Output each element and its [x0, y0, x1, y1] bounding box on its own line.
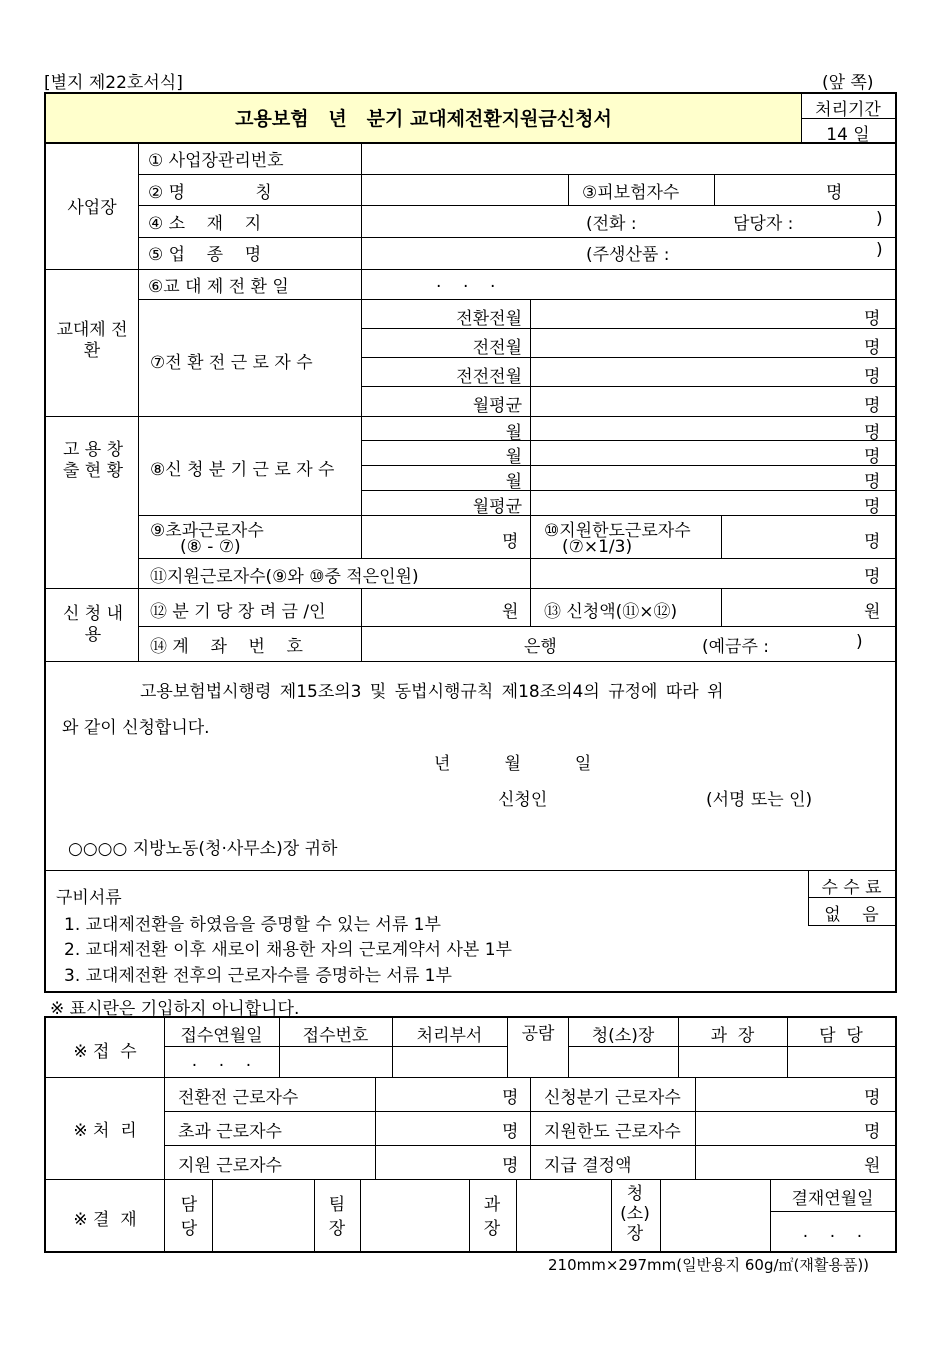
- amount-label: ⑬ 신청액(⑪×⑫): [544, 602, 678, 622]
- processing-period-label: 처리기간: [815, 100, 881, 120]
- approval-date: . . .: [802, 1222, 863, 1242]
- statement-line-2: 와 같이 신청합니다.: [62, 718, 210, 738]
- form-number: [별지 제22호서식]: [44, 73, 183, 93]
- address-label: ④ 소 재 지: [148, 214, 262, 234]
- amount-unit: 원: [864, 602, 881, 622]
- receipt-col: 처리부서: [416, 1026, 483, 1046]
- receipt-label: ※ 접 수: [73, 1042, 137, 1062]
- approval-col: 청(소)장: [620, 1184, 650, 1244]
- close-paren: ): [876, 209, 883, 229]
- process-field: 전환전 근로자수: [178, 1088, 299, 1108]
- approval-col: 담당: [180, 1195, 198, 1239]
- limit-label: ⑩지원한도근로자수: [544, 521, 691, 541]
- process-unit: 원: [864, 1156, 881, 1176]
- section-workplace: 사업장: [67, 198, 117, 218]
- workers-before-label: ⑦전 환 전 근 로 자 수: [150, 353, 313, 373]
- page-side: (앞 쪽): [822, 73, 874, 93]
- process-field: 지원 근로자수: [178, 1156, 282, 1176]
- statement-line-1: 고용보험법시행령 제15조의3 및 동법시행규칙 제18조의4의 규정에 따라 위: [140, 682, 724, 702]
- process-unit: 명: [502, 1088, 519, 1108]
- quarter-row-unit: 명: [864, 472, 881, 492]
- shift-date-label: ⑥교 대 제 전 환 일: [148, 277, 289, 297]
- support-label: ⑪지원근로자수(⑨와 ⑩중 적은인원): [150, 567, 419, 587]
- approval-label: ※ 결 재: [73, 1210, 137, 1230]
- statement-date: 년 월 일: [434, 754, 592, 774]
- product-label: (주생산품 :: [586, 245, 670, 265]
- close-paren-2: ): [876, 240, 883, 260]
- quarter-row-label: 월: [505, 423, 522, 443]
- form-title: 고용보험 년 분기 교대제전환지원금신청서: [235, 108, 612, 130]
- public-col: 담 당: [819, 1026, 863, 1046]
- public-view-label: 공람: [521, 1024, 555, 1044]
- business-label: ⑤ 업 종 명: [148, 245, 262, 265]
- receipt-date: . . .: [191, 1051, 252, 1071]
- mgmt-no-label: ① 사업장관리번호: [148, 151, 284, 171]
- approval-date-label: 결재연월일: [791, 1189, 874, 1209]
- quarter-workers-label: ⑧신 청 분 기 근 로 자 수: [150, 460, 335, 480]
- limit-unit: 명: [864, 532, 881, 552]
- shift-row-unit: 명: [864, 338, 881, 358]
- quarter-row-unit: 명: [864, 497, 881, 517]
- section-shift: 교대제 전 환: [56, 320, 128, 361]
- process-unit: 명: [502, 1156, 519, 1176]
- processing-period-value: 14 일: [826, 125, 870, 145]
- excess-label: ⑨초과근로자수: [150, 521, 264, 541]
- shift-row-label: 월평균: [472, 396, 522, 416]
- phone-label: (전화 :: [586, 214, 637, 234]
- public-col: 과 장: [710, 1026, 755, 1046]
- insured-unit: 명: [826, 183, 843, 203]
- quarter-row-unit: 명: [864, 423, 881, 443]
- insured-label: ③피보험자수: [582, 183, 680, 203]
- fee-value: 없 음: [824, 905, 879, 925]
- limit-formula: (⑦×1/3): [562, 537, 633, 557]
- signature-label: (서명 또는 인): [706, 790, 813, 810]
- receipt-col: 접수연월일: [180, 1026, 263, 1046]
- process-field: 초과 근로자수: [178, 1122, 282, 1142]
- quarter-row-label: 월: [505, 472, 522, 492]
- process-field: 신청분기 근로자수: [544, 1088, 681, 1108]
- section-employment: 고 용 창 출 현 황: [62, 440, 124, 481]
- shift-row-label: 전전전월: [456, 367, 522, 387]
- support-unit: 명: [864, 567, 881, 587]
- shift-row-unit: 명: [864, 309, 881, 329]
- account-label: ⑭ 계 좌 번 호: [150, 637, 303, 657]
- documents-title: 구비서류: [56, 888, 122, 908]
- receipt-col: 접수번호: [302, 1026, 369, 1046]
- document-item: 3. 교대제전환 전후의 근로자수를 증명하는 서류 1부: [64, 966, 452, 986]
- process-unit: 명: [864, 1122, 881, 1142]
- incentive-unit: 원: [502, 602, 519, 622]
- quarter-row-label: 월평균: [472, 497, 522, 517]
- process-unit: 명: [864, 1088, 881, 1108]
- public-col: 청(소)장: [591, 1026, 655, 1046]
- process-field: 지급 결정액: [544, 1156, 632, 1176]
- section-application: 신 청 내 용: [62, 604, 124, 645]
- fee-label: 수 수 료: [821, 878, 882, 898]
- quarter-row-label: 월: [505, 447, 522, 467]
- quarter-row-unit: 명: [864, 447, 881, 467]
- approval-col: 과장: [483, 1195, 501, 1239]
- process-unit: 명: [502, 1122, 519, 1142]
- excess-formula: (⑧ - ⑦): [180, 537, 241, 557]
- approval-col: 팀장: [328, 1195, 346, 1239]
- paper-spec: 210mm×297mm(일반용지 60g/㎡(재활용품)): [548, 1256, 870, 1274]
- shift-row-unit: 명: [864, 367, 881, 387]
- depositor-label: (예금주 :: [702, 637, 770, 657]
- office-notice: ※ 표시란은 기입하지 아니합니다.: [50, 999, 300, 1019]
- shift-date: . . .: [436, 272, 496, 292]
- excess-unit: 명: [502, 532, 519, 552]
- document-item: 2. 교대제전환 이후 새로이 채용한 자의 근로계약서 사본 1부: [64, 940, 512, 960]
- process-label: ※ 처 리: [73, 1121, 137, 1141]
- incentive-label: ⑫ 분 기 당 장 려 금 /인: [150, 602, 326, 622]
- shift-row-label: 전환전월: [456, 309, 522, 329]
- process-field: 지원한도 근로자수: [544, 1122, 681, 1142]
- document-item: 1. 교대제전환을 하였음을 증명할 수 있는 서류 1부: [64, 915, 441, 935]
- shift-row-unit: 명: [864, 396, 881, 416]
- addressee: ○○○○ 지방노동(청·사무소)장 귀하: [68, 839, 338, 859]
- bank-label: 은행: [524, 637, 557, 657]
- depositor-close: ): [856, 632, 863, 652]
- manager-label: 담당자 :: [733, 214, 794, 234]
- applicant-label: 신청인: [498, 790, 548, 810]
- shift-row-label: 전전월: [472, 338, 522, 358]
- name-label: ② 명 칭: [148, 183, 272, 203]
